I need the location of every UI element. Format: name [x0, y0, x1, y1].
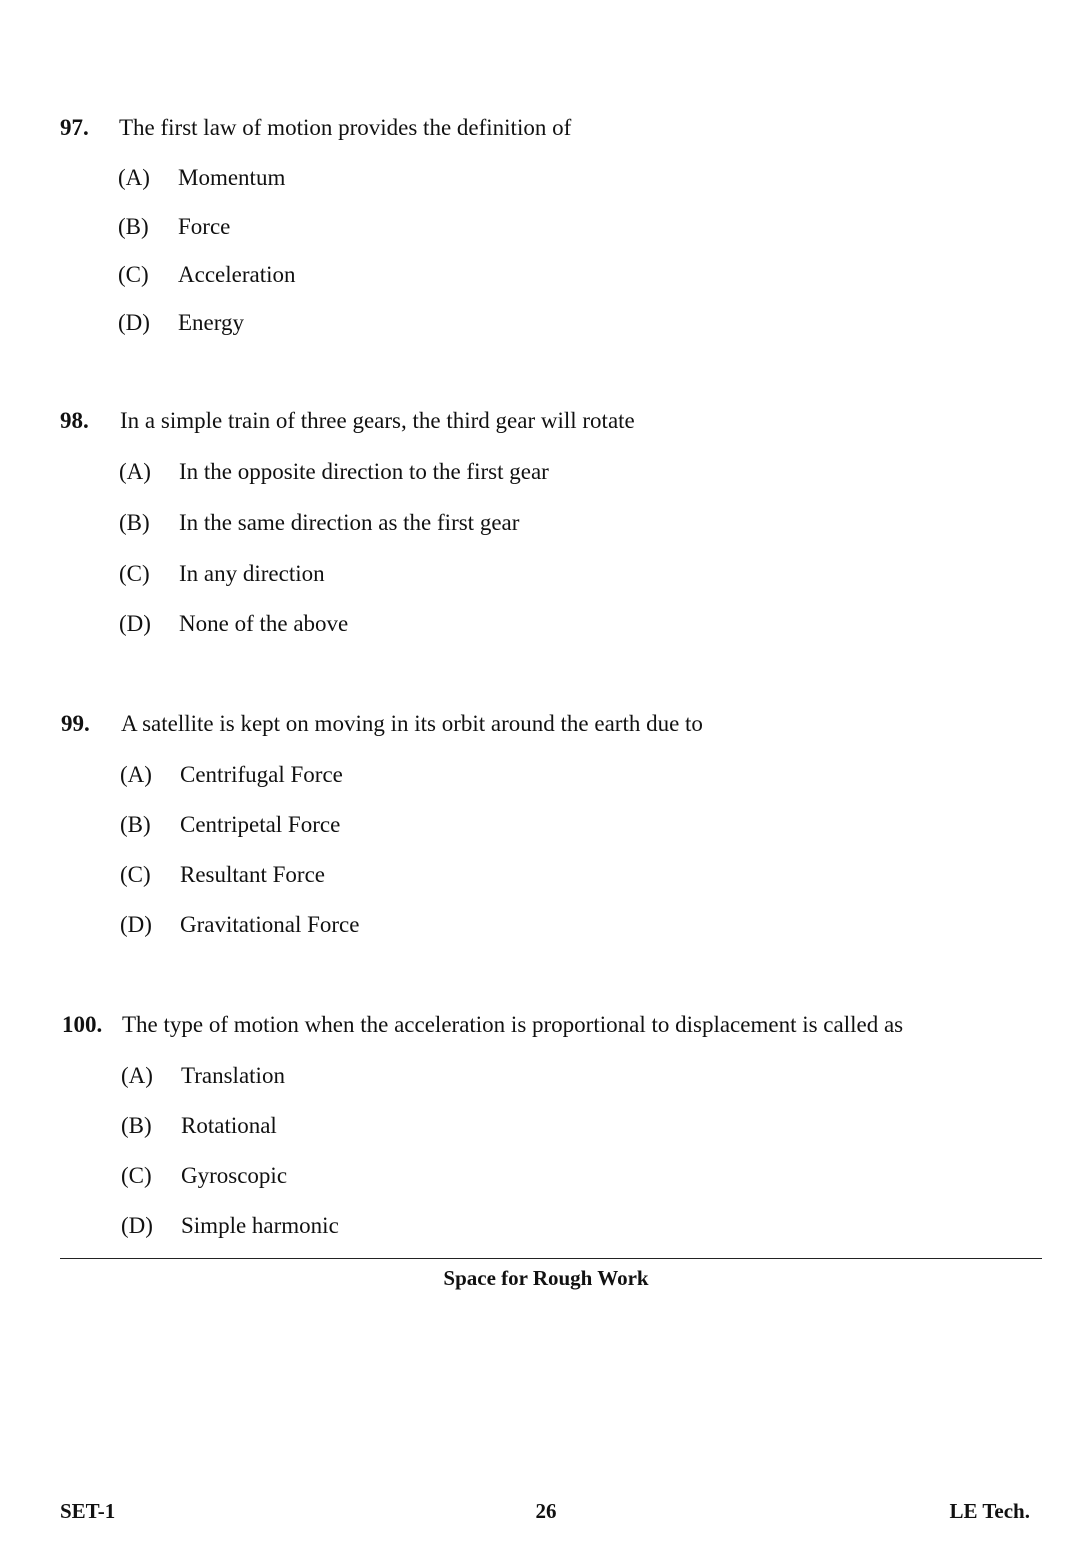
option-letter: (A) [121, 1063, 153, 1088]
option-letter: (A) [120, 762, 152, 787]
option-text: Energy [178, 310, 245, 335]
option-letter: (D) [120, 912, 152, 937]
option-text: In any direction [179, 561, 325, 586]
question-text: The first law of motion provides the definition of [119, 115, 572, 140]
option-text: Acceleration [178, 262, 296, 287]
option-text: Rotational [181, 1113, 277, 1138]
footer-set: SET-1 [60, 1499, 116, 1523]
option-letter: (C) [119, 561, 150, 586]
option-letter: (A) [119, 459, 151, 484]
option-letter: (D) [119, 611, 151, 636]
option-text: In the same direction as the first gear [179, 510, 520, 535]
footer-page-number: 26 [535, 1499, 557, 1523]
question-text: In a simple train of three gears, the third gear will rotate [120, 408, 635, 433]
question-number: 97. [60, 115, 89, 140]
option-letter: (D) [118, 310, 150, 335]
question-text: The type of motion when the acceleration is proportional to displacement is called as [122, 1012, 904, 1037]
option-text: Resultant Force [180, 862, 325, 887]
option-text: Translation [181, 1063, 285, 1088]
option-text: Gyroscopic [181, 1163, 288, 1188]
question-number: 99. [61, 711, 90, 736]
option-letter: (C) [121, 1163, 152, 1188]
option-text: In the opposite direction to the first gear [179, 459, 549, 484]
option-text: Centrifugal Force [180, 762, 343, 787]
option-letter: (A) [118, 165, 150, 190]
option-letter: (B) [120, 812, 151, 837]
option-letter: (B) [118, 214, 149, 239]
option-text: Momentum [178, 165, 286, 190]
option-letter: (D) [121, 1213, 153, 1238]
footer-course: LE Tech. [949, 1499, 1030, 1523]
question-number: 100. [62, 1012, 103, 1037]
option-letter: (C) [118, 262, 149, 287]
option-letter: (B) [121, 1113, 152, 1138]
option-text: Gravitational Force [180, 912, 360, 937]
option-text: None of the above [179, 611, 349, 636]
option-letter: (C) [120, 862, 151, 887]
question-number: 98. [60, 408, 89, 433]
rough-work-label: Space for Rough Work [443, 1266, 649, 1290]
option-text: Force [178, 214, 231, 239]
option-text: Simple harmonic [181, 1213, 339, 1238]
option-letter: (B) [119, 510, 150, 535]
option-text: Centripetal Force [180, 812, 341, 837]
divider-line [60, 1258, 1042, 1259]
question-text: A satellite is kept on moving in its orbit around the earth due to [121, 711, 703, 736]
